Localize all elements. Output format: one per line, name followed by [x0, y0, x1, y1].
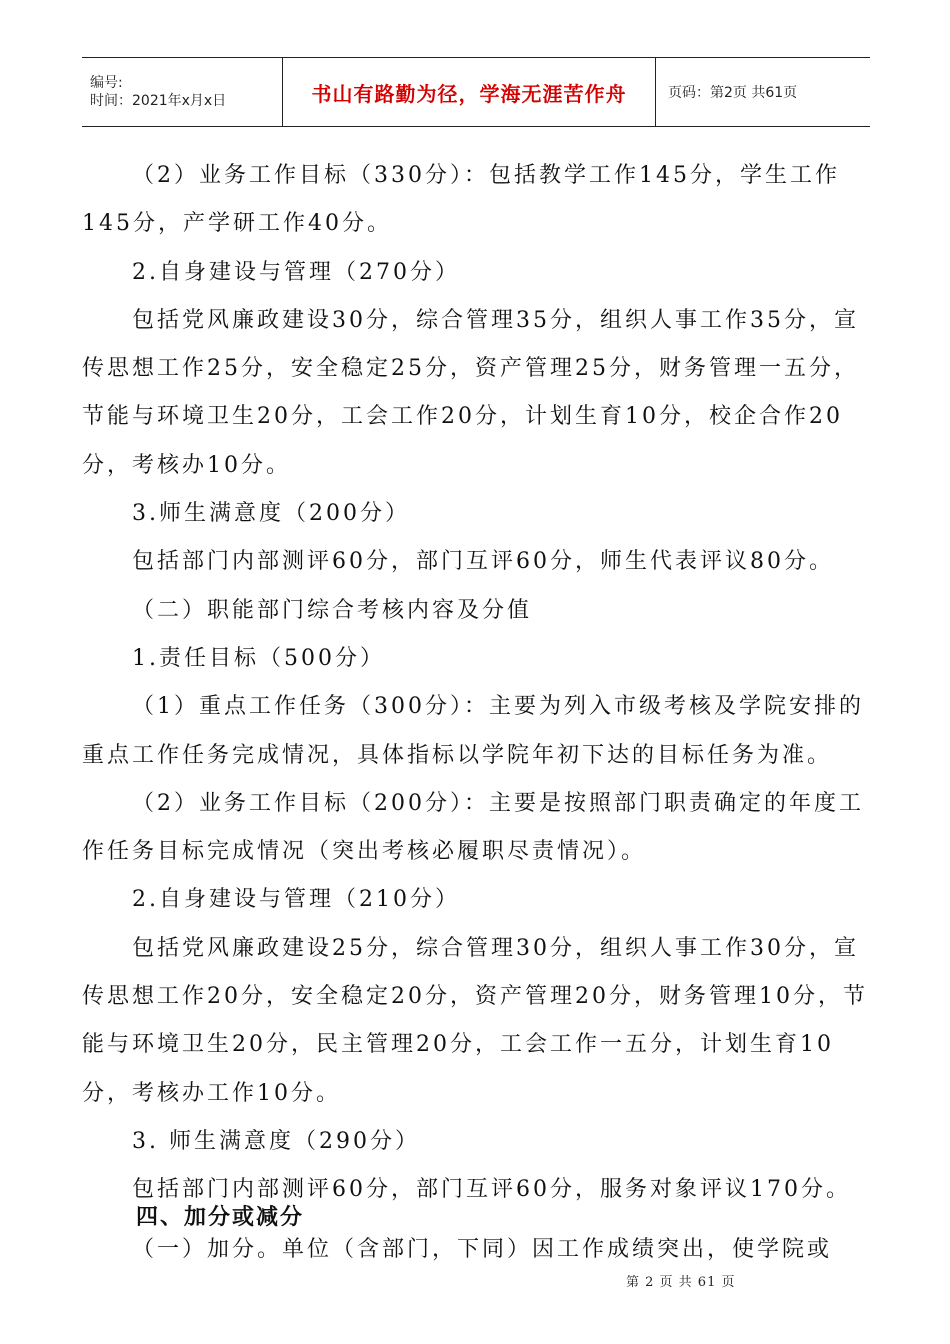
- section-heading: 四、加分或减分: [136, 1205, 305, 1230]
- document-body: [82, 152, 874, 1215]
- paragraph: （一）加分。单位（含部门，下同）因工作成绩突出，使学院或: [132, 1237, 833, 1262]
- paragraph: 3. 师生满意度（290分）: [132, 1128, 420, 1154]
- paragraph: 2.自身建设与管理（270分）: [132, 259, 460, 285]
- header-page-info: 页码：第2页 共61页: [668, 85, 798, 101]
- paragraph: 3.师生满意度（200分）: [132, 501, 410, 527]
- document-number-label: 编号:: [90, 75, 123, 91]
- header-meta: [82, 58, 282, 126]
- paragraph: （二）职能部门综合考核内容及分值: [132, 597, 533, 623]
- document-date: 时间：2021年x月x日: [90, 93, 227, 109]
- paragraph: （2）业务工作目标（200分）：主要是按照部门职责确定的年度工作任务目标完成情况（突出考核必履职尽责情况）。: [82, 790, 864, 865]
- page-header: [82, 57, 870, 127]
- paragraph: （1）重点工作任务（300分）：主要为列入市级考核及学院安排的重点工作任务完成情况，具体指标以学院年初下达的目标任务为准。: [82, 694, 864, 768]
- paragraph: 包括党风廉政建设25分，综合管理30分，组织人事工作30分，宣传思想工作20分，安全稳定20分，资产管理20分，财务管理10分，节能与环境卫生20分，民主管理20分，工会工作一五分，计划生育10分，考核办工作10分。: [82, 935, 868, 1106]
- header-motto: 书山有路勤为径，学海无涯苦作舟: [282, 58, 656, 126]
- page-footer: 第 2 页 共 61 页: [626, 1275, 736, 1290]
- paragraph: 包括部门内部测评60分，部门互评60分，师生代表评议80分。: [132, 549, 834, 575]
- paragraph: （2）业务工作目标（330分）：包括教学工作145分，学生工作145分，产学研工作40分。: [82, 163, 840, 237]
- paragraph: 1.责任目标（500分）: [132, 645, 385, 671]
- paragraph: 包括党风廉政建设30分，综合管理35分，组织人事工作35分，宣传思想工作25分，安全稳定25分，资产管理25分，财务管理一五分，节能与环境卫生20分，工会工作20分，计划生育10分，校企合作20分，考核办10分。: [82, 307, 859, 478]
- paragraph: 包括部门内部测评60分，部门互评60分，服务对象评议170分。: [132, 1177, 851, 1203]
- paragraph: 2.自身建设与管理（210分）: [132, 887, 460, 913]
